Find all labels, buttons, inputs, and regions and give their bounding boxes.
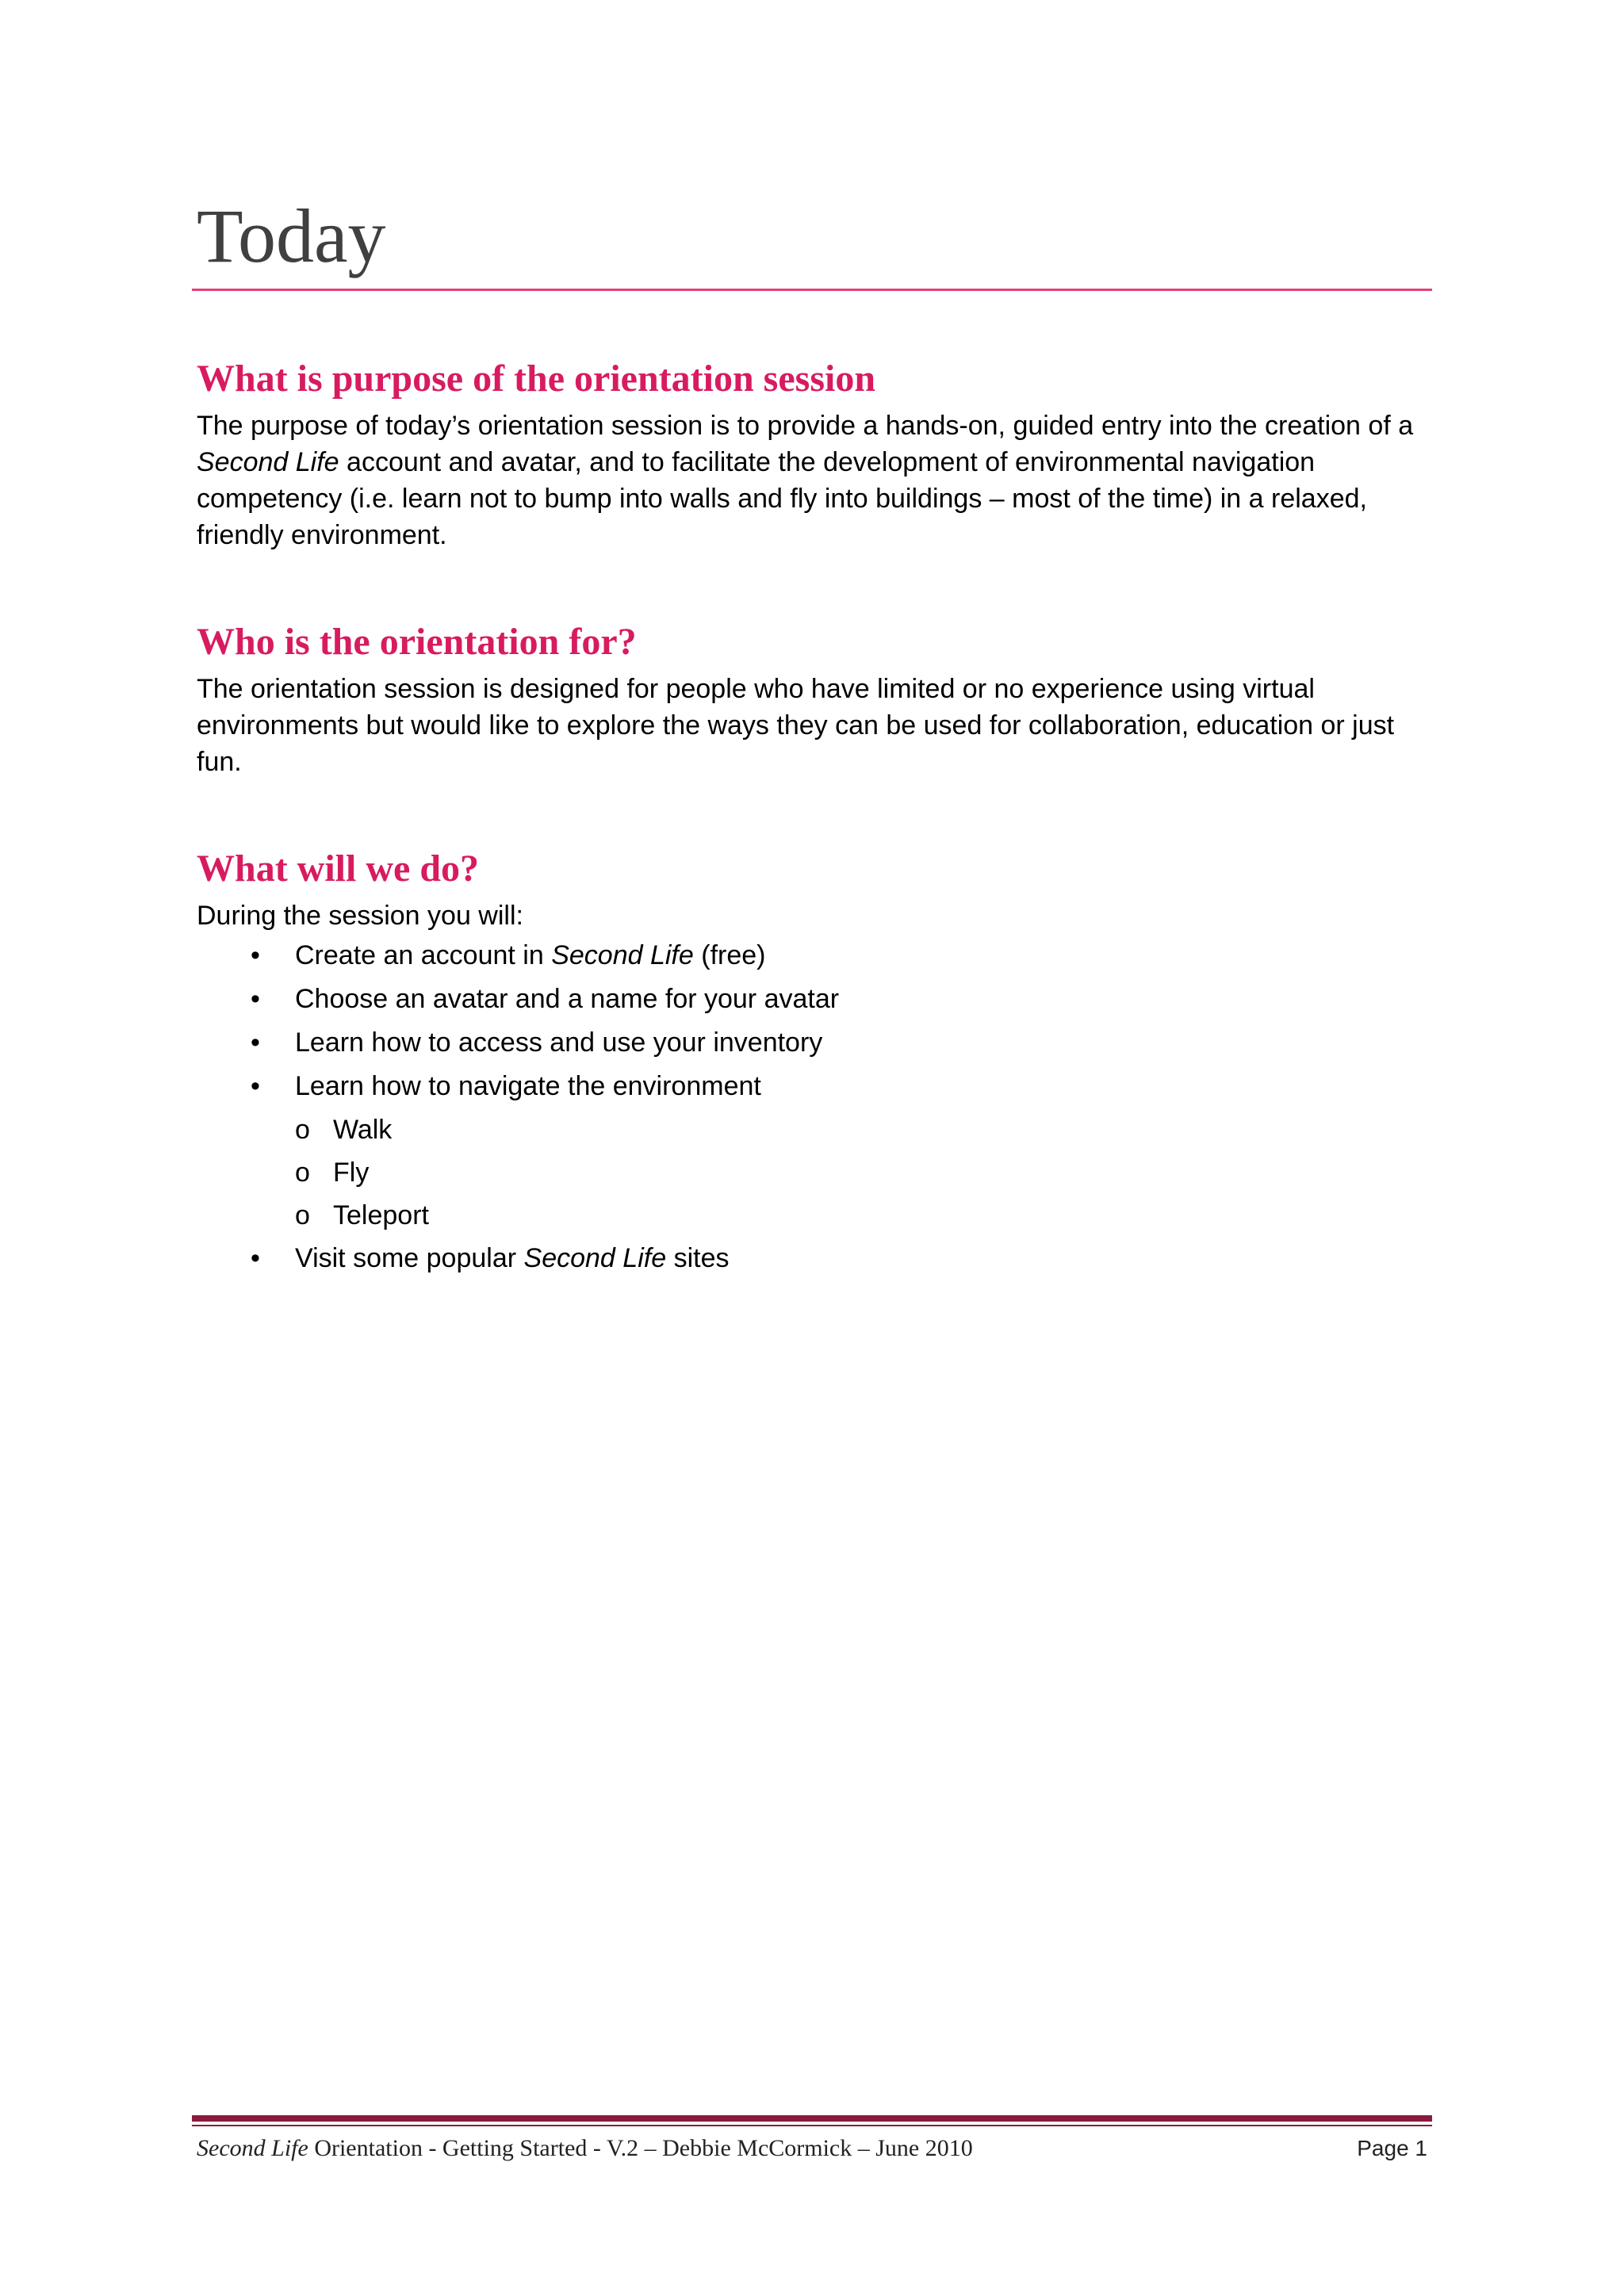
list-item-emphasis: Second Life (523, 1243, 667, 1273)
title-divider (192, 289, 1432, 291)
footer-emphasis: Second Life (197, 2135, 308, 2161)
bullet-icon: • (251, 1027, 260, 1058)
section-paragraph (197, 408, 1434, 553)
section-purpose (197, 354, 1434, 553)
list-item-text: Learn how to access and use your inventory (295, 1027, 823, 1058)
footer-text: Orientation - Getting Started - V.2 – Debbie McCormick – June 2010 (308, 2135, 973, 2161)
section-heading: What is purpose of the orientation session (197, 358, 876, 400)
sub-list-item-text: Teleport (333, 1200, 429, 1230)
sub-list-item (295, 1108, 1434, 1151)
list-item-text: sites (666, 1243, 730, 1273)
paragraph-emphasis: Second Life (197, 447, 339, 477)
page-number: Page 1 (1357, 2136, 1427, 2160)
sub-list (295, 1108, 1434, 1237)
sub-list-item (295, 1151, 1434, 1194)
list-item-emphasis: Second Life (551, 940, 694, 970)
sub-list-item (295, 1194, 1434, 1237)
list-item-text: (free) (693, 940, 766, 970)
footer-rule-thin (192, 2125, 1432, 2126)
circle-bullet-icon: o (295, 1200, 310, 1230)
footer-rule (192, 2115, 1432, 2122)
bullet-icon: • (251, 1243, 260, 1273)
bullet-icon: • (251, 984, 260, 1014)
section-intro: During the session you will: (197, 901, 523, 931)
list-item (197, 1021, 1434, 1065)
list-item (197, 1237, 1434, 1280)
section-heading: What will we do? (197, 848, 480, 890)
section-heading: Who is the orientation for? (197, 621, 637, 663)
list-item (197, 978, 1434, 1021)
page-title: Today (197, 193, 386, 278)
section-audience (197, 617, 1434, 780)
footer-document-info (197, 2133, 973, 2164)
paragraph-text: The purpose of today’s orientation session is to provide a hands-on, guided entry into the creation of a (197, 411, 1414, 441)
list-item-text: Visit some popular (295, 1243, 524, 1273)
list-item-text: Create an account in (295, 940, 552, 970)
activity-list (197, 934, 1434, 1280)
bullet-icon: • (251, 940, 260, 970)
section-activities (197, 844, 1434, 1280)
bullet-icon: • (251, 1071, 260, 1101)
paragraph-text: account and avatar, and to facilitate the development of environmental navigation competency (i.e. learn not to bump into walls and fly into buildings – most of the time) in a relaxed, friendly environment. (197, 447, 1367, 550)
list-item-text: Learn how to navigate the environment (295, 1071, 761, 1101)
sub-list-item-text: Fly (333, 1158, 370, 1188)
circle-bullet-icon: o (295, 1158, 310, 1188)
section-paragraph: The orientation session is designed for people who have limited or no experience using virtual environments but would like to explore the ways they can be used for collaboration, education or just fun. (197, 674, 1395, 777)
list-item (197, 934, 1434, 978)
list-item-text: Choose an avatar and a name for your avatar (295, 984, 840, 1014)
list-item (197, 1065, 1434, 1237)
sub-list-item-text: Walk (333, 1115, 393, 1145)
circle-bullet-icon: o (295, 1115, 310, 1145)
